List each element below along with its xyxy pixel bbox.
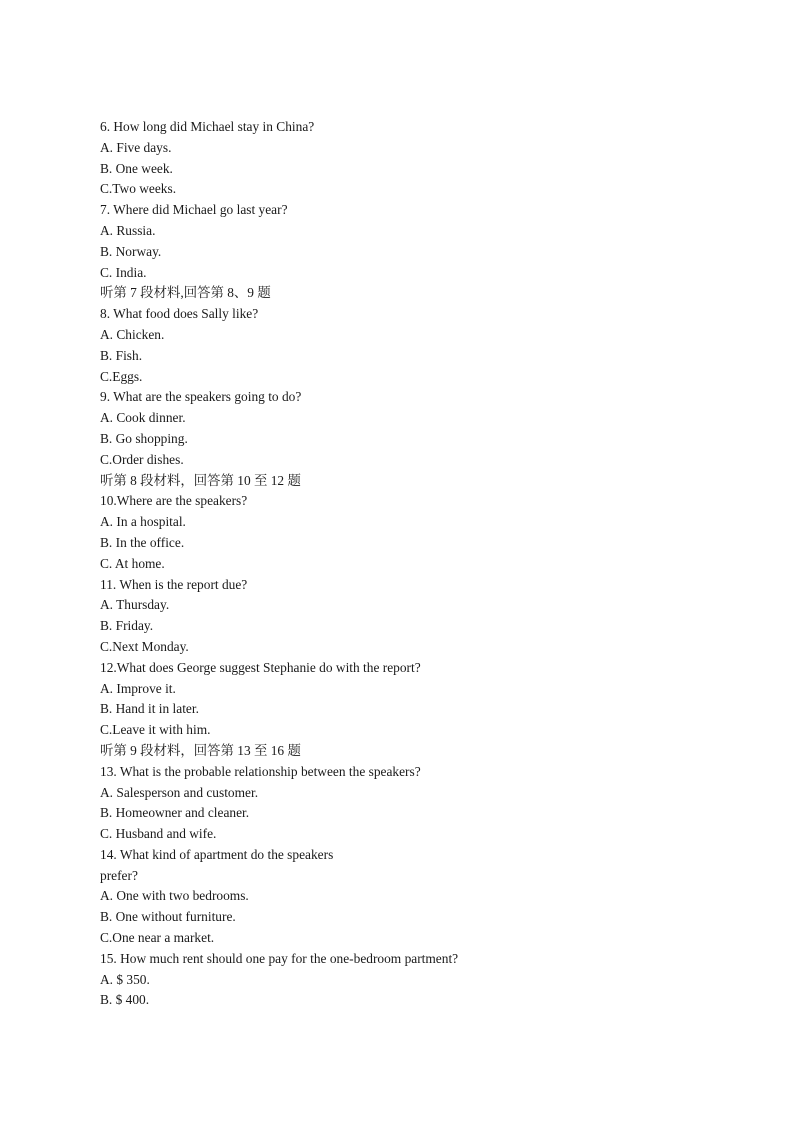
option-12c: C.Leave it with him. <box>100 722 211 738</box>
option-14c: C.One near a market. <box>100 930 215 946</box>
section-heading-7: 听第 7 段材料,回答第 8、9 题 <box>100 285 271 301</box>
option-8c: C.Eggs. <box>100 368 143 384</box>
option-7b: B. Norway. <box>100 243 162 259</box>
option-9a: A. Cook dinner. <box>100 410 186 426</box>
option-13b: B. Homeowner and cleaner. <box>100 805 250 821</box>
section-heading-8: 听第 8 段材料，回答第 10 至 12 题 <box>100 472 301 488</box>
option-9b: B. Go shopping. <box>100 430 188 446</box>
option-8b: B. Fish. <box>100 347 143 363</box>
option-7c: C. India. <box>100 264 147 280</box>
question-11: 11. When is the report due? <box>100 576 248 592</box>
option-14a: A. One with two bedrooms. <box>100 888 249 904</box>
option-9c: C.Order dishes. <box>100 451 184 467</box>
option-6c: C.Two weeks. <box>100 181 177 197</box>
question-9: 9. What are the speakers going to do? <box>100 389 302 405</box>
question-6: 6. How long did Michael stay in China? <box>100 119 315 134</box>
option-11c: C.Next Monday. <box>100 638 189 654</box>
question-14: 14. What kind of apartment do the speakers <box>100 846 334 862</box>
option-6b: B. One week. <box>100 160 173 176</box>
option-10c: C. At home. <box>100 555 165 571</box>
option-14b: B. One without furniture. <box>100 909 236 925</box>
option-8a: A. Chicken. <box>100 326 165 342</box>
question-8: 8. What food does Sally like? <box>100 306 259 322</box>
question-10: 10.Where are the speakers? <box>100 493 248 509</box>
option-10b: B. In the office. <box>100 534 185 550</box>
question-12: 12.What does George suggest Stephanie do with the report? <box>100 659 421 675</box>
option-11b: B. Friday. <box>100 618 154 634</box>
question-list <box>100 117 740 1011</box>
option-10a: A. In a hospital. <box>100 514 186 530</box>
option-13a: A. Salesperson and customer. <box>100 784 259 800</box>
question-7: 7. Where did Michael go last year? <box>100 202 288 218</box>
option-6a: A. Five days. <box>100 139 172 155</box>
option-15b: B. $ 400. <box>100 992 150 1008</box>
option-13c: C. Husband and wife. <box>100 826 217 842</box>
section-heading-9: 听第 9 段材料，回答第 13 至 16 题 <box>100 742 301 758</box>
option-11a: A. Thursday. <box>100 597 170 613</box>
question-13: 13. What is the probable relationship between the speakers? <box>100 763 421 779</box>
option-12a: A. Improve it. <box>100 680 176 696</box>
option-15a: A. $ 350. <box>100 971 150 987</box>
option-12b: B. Hand it in later. <box>100 701 199 717</box>
option-7a: A. Russia. <box>100 222 156 238</box>
question-14-continued: prefer? <box>100 867 138 883</box>
question-15: 15. How much rent should one pay for the one-bedroom partment? <box>100 950 459 966</box>
